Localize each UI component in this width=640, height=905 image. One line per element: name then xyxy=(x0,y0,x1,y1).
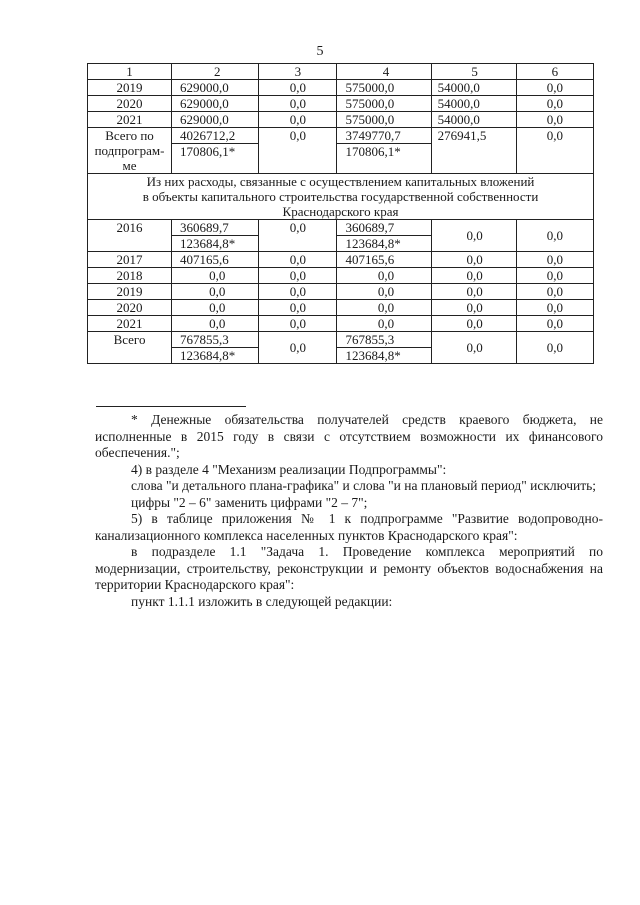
value-cell: 0,0 xyxy=(516,128,593,174)
value-cell: 0,0 xyxy=(431,284,516,300)
value-footnoted: 170806,1* xyxy=(172,143,258,159)
table-row xyxy=(88,252,594,268)
value-cell: 0,0 xyxy=(259,300,337,316)
value-cell: 0,0 xyxy=(337,316,431,332)
value-cell: 0,0 xyxy=(172,268,259,284)
value-cell: 0,0 xyxy=(172,284,259,300)
year-cell: 2020 xyxy=(88,96,172,112)
value: 3749770,7 xyxy=(345,128,401,143)
value-cell: 0,0 xyxy=(516,332,593,364)
paragraph: 4) в разделе 4 "Механизм реализации Подпрограммы": xyxy=(131,461,447,477)
value-footnoted: 170806,1* xyxy=(337,143,430,159)
value-cell: 575000,0 xyxy=(337,80,431,96)
value-cell: 0,0 xyxy=(259,128,337,174)
value-cell: 629000,0 xyxy=(172,80,259,96)
table-row xyxy=(88,316,594,332)
header-cell: 5 xyxy=(431,64,516,80)
table-row-total xyxy=(88,332,594,364)
footnote-divider xyxy=(96,406,246,407)
page-number: 5 xyxy=(316,44,324,59)
value-cell: 0,0 xyxy=(259,252,337,268)
value-cell: 0,0 xyxy=(259,332,337,364)
value-cell: 0,0 xyxy=(516,252,593,268)
header-cell: 6 xyxy=(516,64,593,80)
value-cell: 629000,0 xyxy=(172,96,259,112)
value-footnoted: 123684,8* xyxy=(337,347,430,363)
total-label-cell: Всего xyxy=(88,332,172,364)
section-heading-line: Краснодарского края xyxy=(282,204,399,219)
value-cell: 0,0 xyxy=(431,300,516,316)
value: 360689,7 xyxy=(180,220,229,235)
value-cell: 0,0 xyxy=(259,268,337,284)
total-label-line: Всего по xyxy=(105,128,154,143)
body-text xyxy=(95,412,603,610)
paragraph: 5) в таблице приложения № 1 к подпрограмме "Развитие водопроводно-канализационного комплекса населенных пунктов Краснодарского края": xyxy=(95,511,603,543)
paragraph: цифры "2 – 6" заменить цифрами "2 – 7"; xyxy=(131,494,368,510)
value-cell: 0,0 xyxy=(259,284,337,300)
value-cell: 0,0 xyxy=(337,268,431,284)
value-cell: 0,0 xyxy=(259,80,337,96)
total-label-cell xyxy=(88,128,172,174)
value-cell xyxy=(337,332,431,364)
table-row xyxy=(88,112,594,128)
section-heading-line: Из них расходы, связанные с осуществлением капитальных вложений xyxy=(146,174,535,189)
value-cell: 0,0 xyxy=(259,112,337,128)
value-cell: 0,0 xyxy=(337,284,431,300)
total-label-line: подпрограм- xyxy=(94,143,165,158)
value-cell xyxy=(337,220,431,252)
total-label-line: ме xyxy=(122,158,137,173)
value-cell: 0,0 xyxy=(172,316,259,332)
value-footnoted: 123684,8* xyxy=(172,235,258,251)
year-cell: 2020 xyxy=(88,300,172,316)
budget-table xyxy=(87,63,594,364)
value: 767855,3 xyxy=(345,332,395,347)
value: 4026712,2 xyxy=(180,128,236,143)
value-cell: 0,0 xyxy=(516,284,593,300)
section-heading-line: в объекты капитального строительства государственной собственности xyxy=(142,189,539,204)
year-cell: 2021 xyxy=(88,316,172,332)
year-cell: 2017 xyxy=(88,252,172,268)
value: 360689,7 xyxy=(345,220,395,235)
value-cell: 0,0 xyxy=(516,220,593,252)
value-cell: 0,0 xyxy=(516,112,593,128)
year-cell: 2019 xyxy=(88,80,172,96)
table-row xyxy=(88,96,594,112)
header-cell: 2 xyxy=(172,64,259,80)
value-footnoted: 123684,8* xyxy=(337,235,430,251)
value-cell: 54000,0 xyxy=(431,112,516,128)
paragraph: слова "и детального плана-графика" и слова "и на плановый период" исключить; xyxy=(131,478,597,493)
value-cell: 575000,0 xyxy=(337,112,431,128)
value-cell: 0,0 xyxy=(516,316,593,332)
value-cell: 0,0 xyxy=(516,80,593,96)
table-row xyxy=(88,284,594,300)
paragraph: в подразделе 1.1 "Задача 1. Проведение комплекса мероприятий по модернизации, строительству, реконструкции и ремонту объектов водоснабжения на территории Краснодарского края": xyxy=(95,544,603,592)
table-row xyxy=(88,300,594,316)
value-cell: 0,0 xyxy=(259,96,337,112)
value-cell: 0,0 xyxy=(172,300,259,316)
value-cell: 0,0 xyxy=(431,220,516,252)
header-cell: 4 xyxy=(337,64,431,80)
value-cell xyxy=(172,220,259,252)
value-cell: 0,0 xyxy=(431,316,516,332)
value-cell: 54000,0 xyxy=(431,80,516,96)
value-cell: 407165,6 xyxy=(172,252,259,268)
value-cell xyxy=(172,128,259,174)
value-cell xyxy=(172,332,259,364)
value-cell: 0,0 xyxy=(431,252,516,268)
section-heading xyxy=(88,174,594,220)
table-row xyxy=(88,268,594,284)
footnote-text: * Денежные обязательства получателей средств краевого бюджета, не исполненные в 2015 году в связи с отсутствием возможности их финансового обеспечения."; xyxy=(95,412,603,460)
value-cell: 0,0 xyxy=(431,268,516,284)
value-footnoted: 123684,8* xyxy=(172,347,258,363)
year-cell: 2019 xyxy=(88,284,172,300)
value: 767855,3 xyxy=(180,332,229,347)
paragraph: пункт 1.1.1 изложить в следующей редакции: xyxy=(131,593,393,609)
table-header-row xyxy=(88,64,594,80)
section-heading-row xyxy=(88,174,594,220)
value-cell: 0,0 xyxy=(516,268,593,284)
value-cell: 629000,0 xyxy=(172,112,259,128)
year-cell: 2016 xyxy=(88,220,172,252)
value-cell: 575000,0 xyxy=(337,96,431,112)
value-cell: 0,0 xyxy=(516,96,593,112)
value-cell: 0,0 xyxy=(259,316,337,332)
value-cell: 0,0 xyxy=(259,220,337,252)
year-cell: 2018 xyxy=(88,268,172,284)
table-row xyxy=(88,80,594,96)
table-row xyxy=(88,220,594,252)
value-cell: 0,0 xyxy=(431,332,516,364)
header-cell: 1 xyxy=(88,64,172,80)
value-cell xyxy=(337,128,431,174)
value-cell: 407165,6 xyxy=(337,252,431,268)
value-cell: 0,0 xyxy=(516,300,593,316)
value-cell: 54000,0 xyxy=(431,96,516,112)
year-cell: 2021 xyxy=(88,112,172,128)
table-row-total-subprogram xyxy=(88,128,594,174)
header-cell: 3 xyxy=(259,64,337,80)
value-cell: 276941,5 xyxy=(431,128,516,174)
value-cell: 0,0 xyxy=(337,300,431,316)
